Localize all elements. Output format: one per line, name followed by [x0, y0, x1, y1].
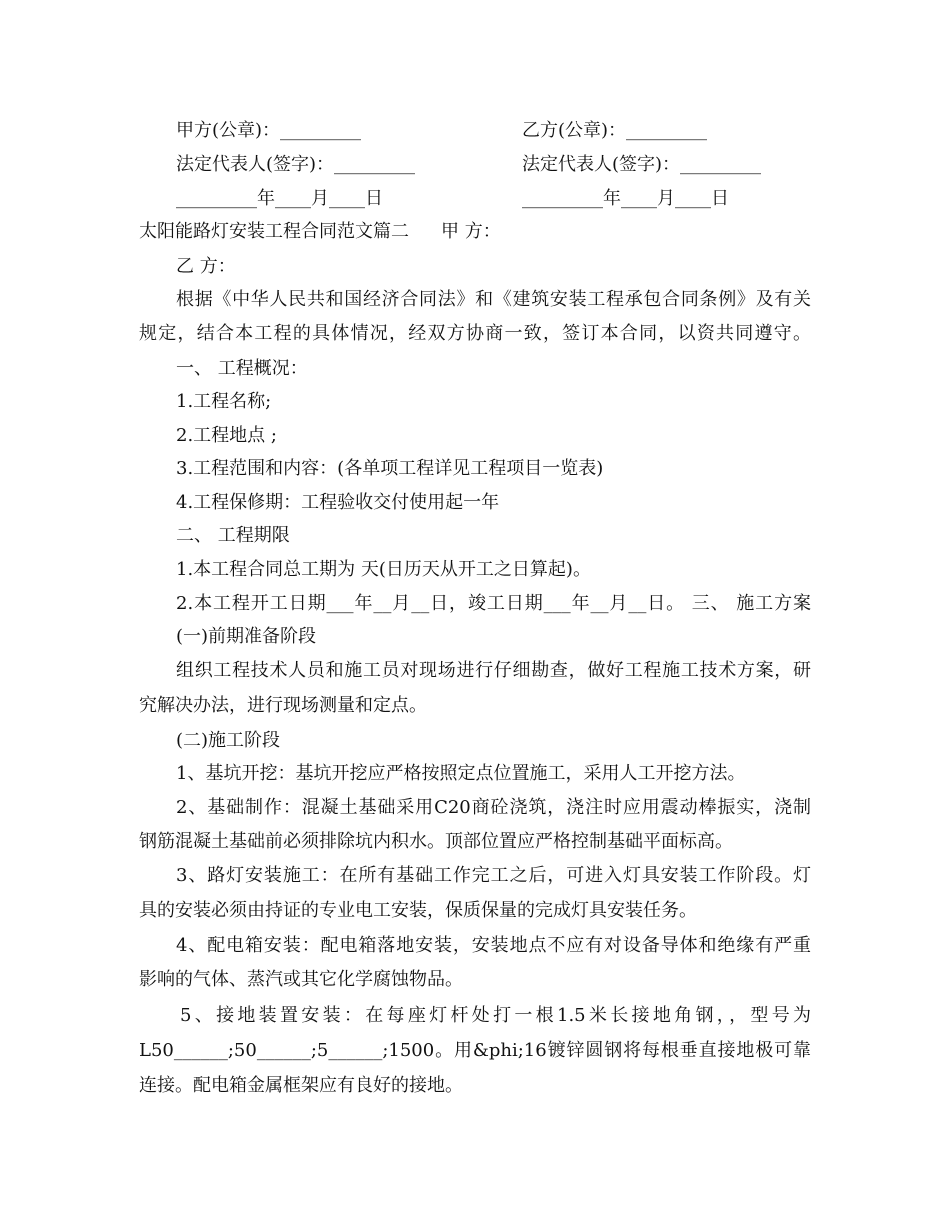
phase-1-title: (一)前期准备阶段: [176, 626, 317, 647]
party-b-seal: 乙方(公章)：_________: [522, 120, 708, 141]
phase-1-line-1: 组织工程技术人员和施工员对现场进行仔细勘查，做好工程施工技术方案，研: [176, 660, 811, 681]
section-1-item-2: 2.工程地点 ;: [176, 425, 277, 446]
party-a-label: 甲 方：: [441, 221, 501, 242]
document-heading: [139, 223, 501, 241]
phase-2-title: (二)施工阶段: [176, 730, 281, 751]
party-a-seal: 甲方(公章)：_________: [176, 120, 362, 141]
phase-2-paragraph-2-line-1: 2、基础制作：混凝土基础采用C20商砼浇筑，浇注时应用震动棒振实，浇制: [176, 797, 811, 818]
party-b-label: 乙 方：: [176, 256, 236, 277]
party-b-representative: 法定代表人(签字)：_________: [522, 154, 762, 175]
section-1-item-4: 4.工程保修期：工程验收交付使用起一年: [176, 492, 500, 513]
phase-2-paragraph-3-line-2: 具的安装必须由持证的专业电工安装，保质保量的完成灯具安装任务。: [139, 900, 697, 921]
section-2-item-1: 1.本工程合同总工期为 天(日历天从开工之日算起)。: [176, 559, 591, 580]
phase-2-paragraph-5-line-3: 连接。配电箱金属框架应有良好的接地。: [139, 1075, 463, 1096]
phase-2-paragraph-1: 1、基坑开挖：基坑开挖应严格按照定点位置施工，采用人工开挖方法。: [176, 763, 746, 784]
phase-2-paragraph-4-line-1: 4、配电箱安装：配电箱落地安装，安装地点不应有对设备导体和绝缘有严重: [176, 935, 811, 956]
phase-2-paragraph-4-line-2: 影响的气体、蒸汽或其它化学腐蚀物品。: [139, 969, 463, 990]
preamble-line-1: 根据《中华人民共和国经济合同法》和《建筑安装工程承包合同条例》及有关: [176, 289, 811, 310]
phase-2-paragraph-2-line-2: 钢筋混凝土基础前必须排除坑内积水。顶部位置应严格控制基础平面标高。: [139, 831, 733, 852]
preamble-line-2: 规定，结合本工程的具体情况，经双方协商一致，签订本合同，以资共同遵守。: [139, 323, 811, 344]
section-1-item-1: 1.工程名称;: [176, 391, 272, 412]
phase-2-paragraph-5-line-1: 5、接地装置安装：在每座灯杆处打一根1.5米长接地角钢，，型号为: [180, 1005, 811, 1026]
document-title: 太阳能路灯安装工程合同范文篇二: [139, 221, 409, 242]
phase-2-paragraph-5-line-2: L50______;50______;5______;1500。用&phi;16镀锌圆钢将每根垂直接地极可靠: [139, 1040, 811, 1061]
party-a-representative: 法定代表人(签字)：_________: [176, 154, 416, 175]
section-1-item-3: 3.工程范围和内容：(各单项工程详见工程项目一览表): [176, 458, 604, 479]
phase-1-line-2: 究解决办法，进行现场测量和定点。: [139, 695, 427, 716]
phase-2-paragraph-3-line-1: 3、路灯安装施工：在所有基础工作完工之后，可进入灯具安装工作阶段。灯: [176, 865, 811, 886]
section-2-item-2: 2.本工程开工日期___年__月__日，竣工日期___年__月__日。 三、 施工方案: [176, 593, 811, 614]
section-1-title: 一、 工程概况：: [176, 358, 308, 379]
section-2-title: 二、 工程期限: [176, 525, 290, 546]
party-b-date: _________年____月____日: [522, 188, 729, 209]
party-a-date: _________年____月____日: [176, 188, 383, 209]
